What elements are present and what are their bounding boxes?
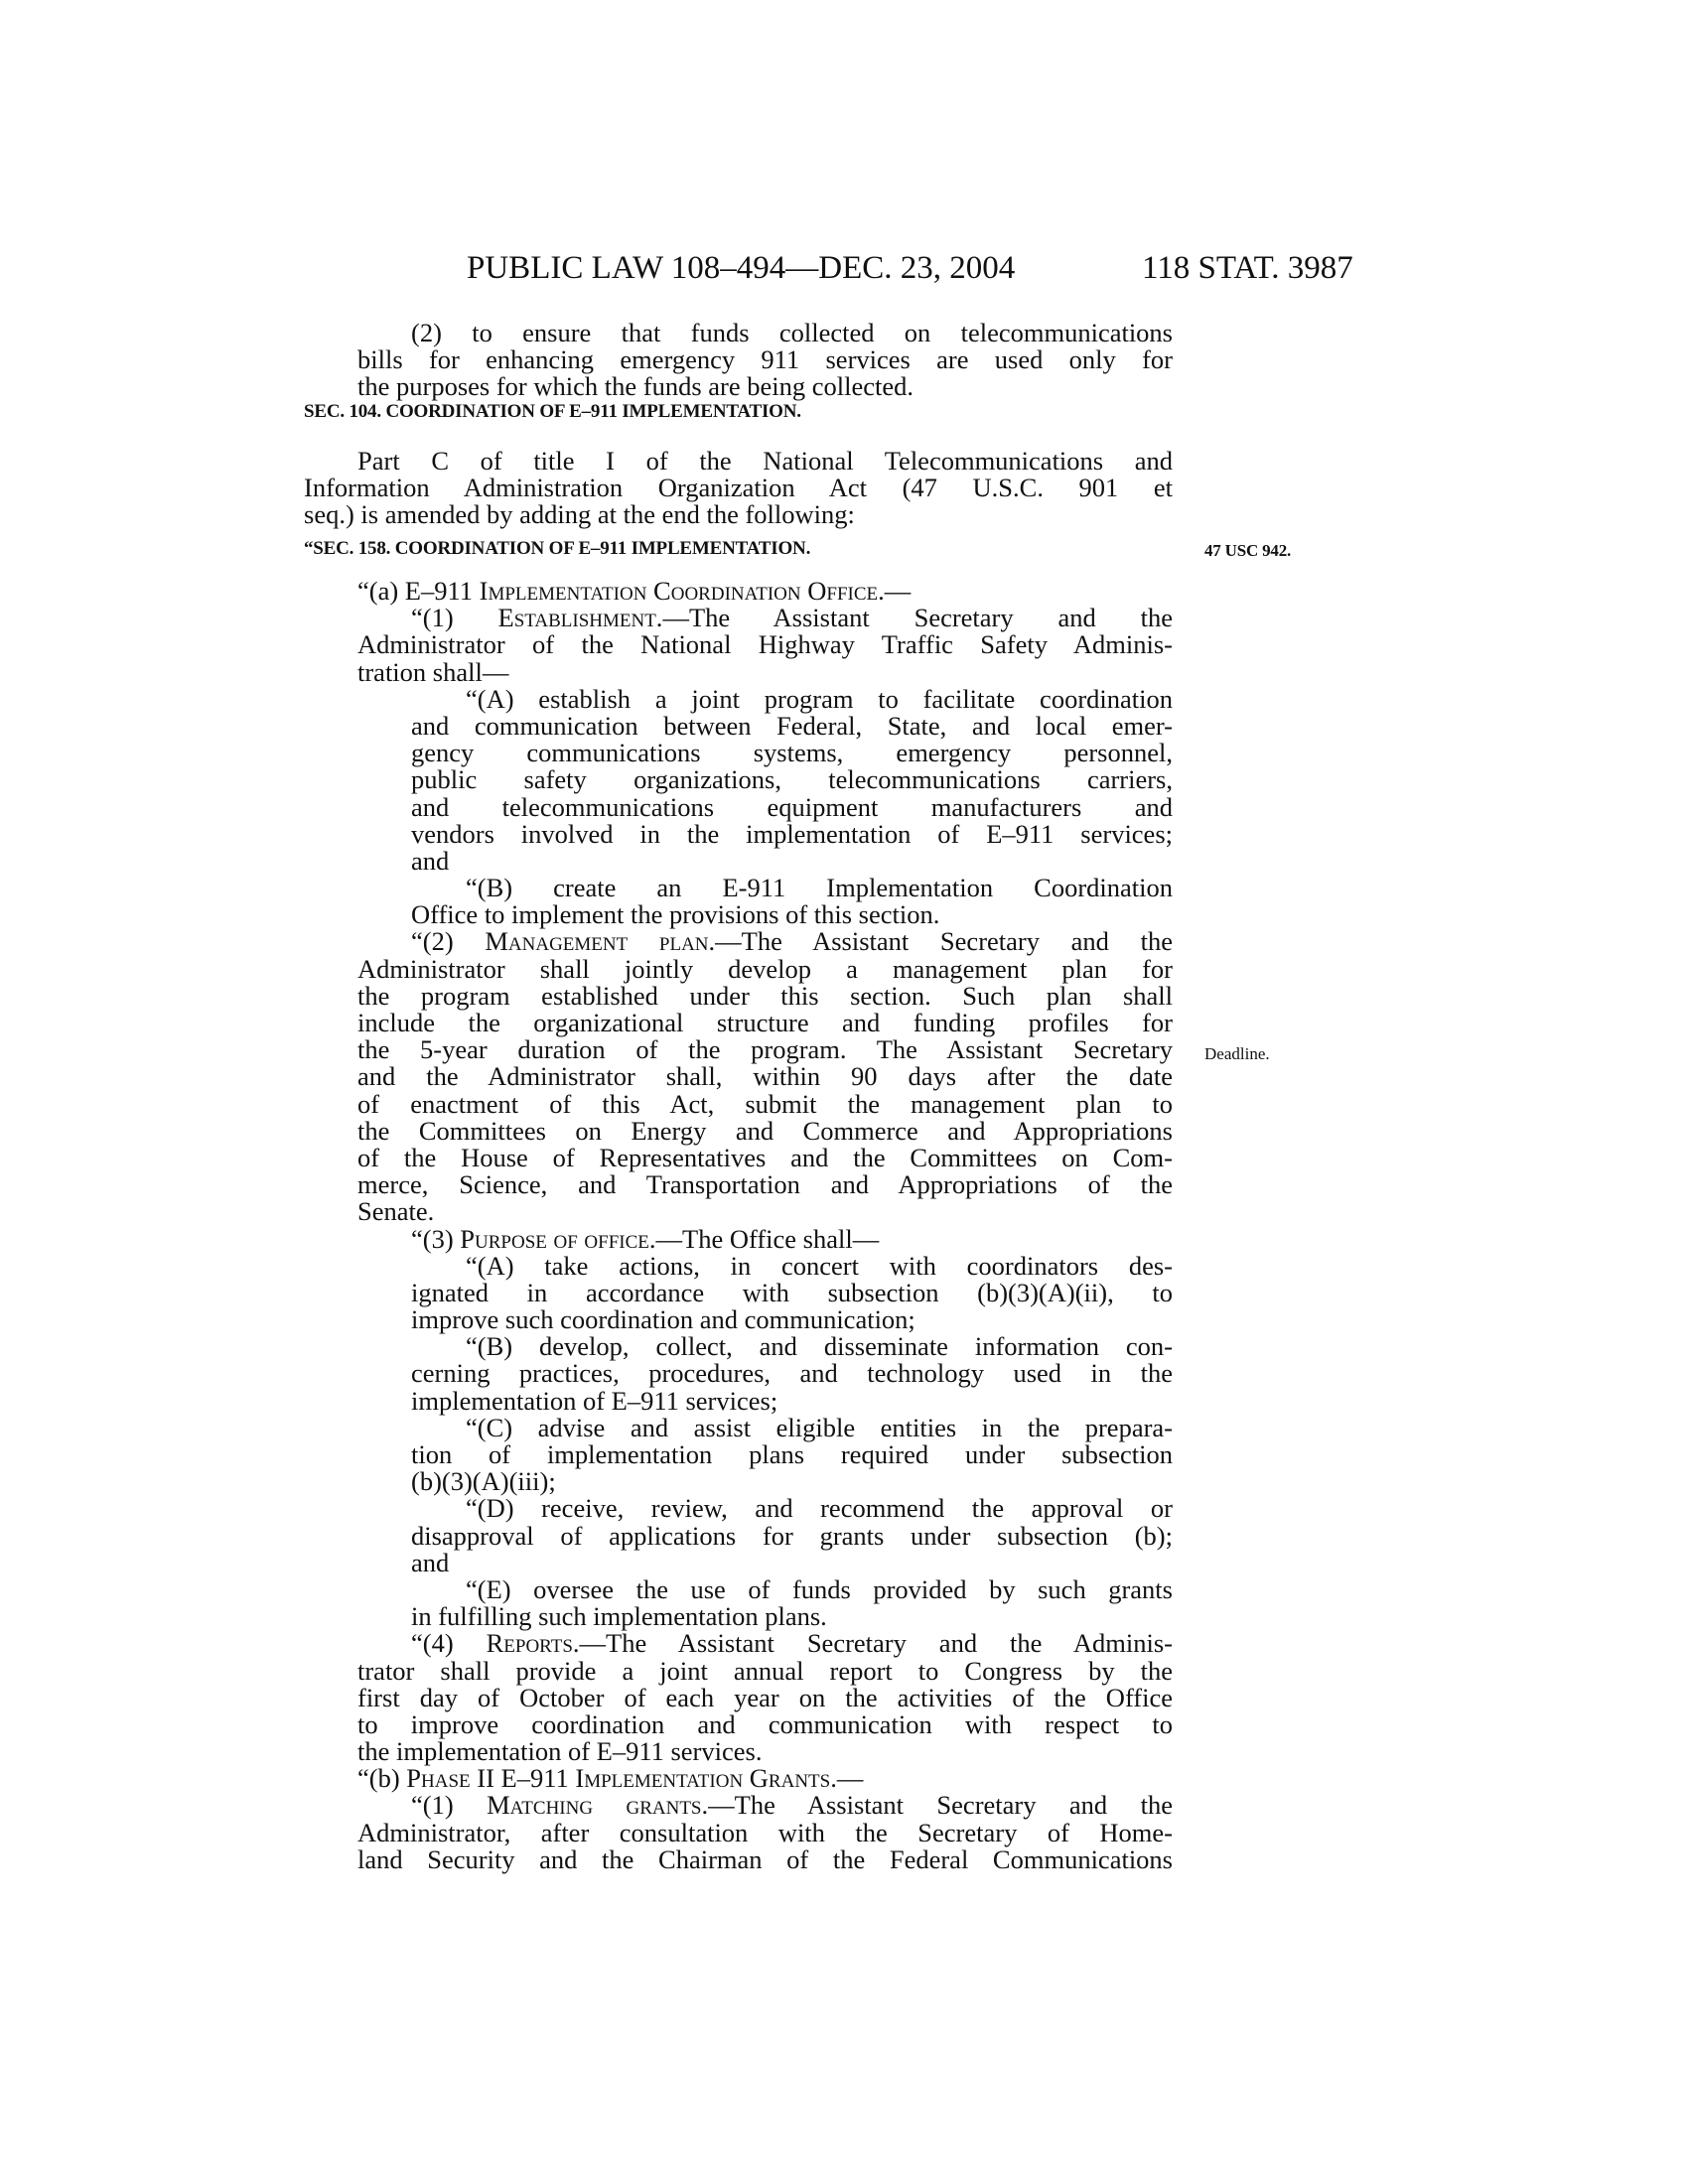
text-line	[304, 1063, 1173, 1090]
text-line	[304, 740, 1173, 766]
text-line	[304, 845, 1173, 876]
text-line	[304, 1738, 1173, 1765]
text-line	[304, 1630, 1173, 1657]
line-text: “(E) oversee the use of funds provided by such grants	[466, 1573, 1173, 1604]
page-number: 118 STAT. 3987	[1142, 250, 1353, 286]
line-text: Information Administration Organization Act (47 U.S.C. 901 et	[304, 473, 1173, 503]
paragraph-2-ensure-funds	[304, 320, 1173, 401]
text-line	[304, 1792, 1173, 1819]
text-line	[304, 1603, 1173, 1630]
text-line	[304, 1360, 1173, 1387]
section-heading-104: SEC. 104. COORDINATION OF E–911 IMPLEMENTATION.	[304, 401, 801, 422]
line-text: to improve coordination and communication with respect to	[357, 1708, 1173, 1739]
text-line	[304, 1385, 1173, 1416]
text-line	[304, 901, 1173, 928]
text-line	[304, 1573, 1173, 1604]
line-text: —The Office shall—	[655, 1223, 880, 1254]
paragraph-number: “(3)	[411, 1223, 461, 1254]
line-text: tion of implementation plans required under subsection	[411, 1439, 1173, 1469]
text-line	[304, 1817, 1173, 1847]
line-text: cerning practices, procedures, and technology used in the	[411, 1358, 1173, 1389]
margin-note-usc: 47 USC 942.	[1204, 541, 1292, 560]
paragraph-heading: Establishment.	[497, 603, 663, 633]
text-line	[304, 1333, 1173, 1360]
running-header-title: PUBLIC LAW 108–494—DEC. 23, 2004	[467, 250, 1016, 286]
paragraph-number: “(a) E–911	[357, 576, 480, 606]
line-text: seq.) is amended by adding at the end the following:	[304, 499, 855, 530]
paragraph-number: “(1)	[411, 603, 498, 633]
line-text: (b)(3)(A)(iii);	[411, 1466, 556, 1497]
paragraph-number: “(b)	[357, 1763, 407, 1794]
paragraph-number: “(4)	[411, 1628, 487, 1659]
line-text: Senate.	[357, 1196, 435, 1227]
line-text: disapproval of applications for grants under subsection (b);	[411, 1520, 1173, 1551]
text-line	[304, 766, 1173, 793]
text-line	[304, 1441, 1173, 1468]
line-text: of the House of Representatives and the Committees on Com-	[357, 1142, 1173, 1172]
line-text: public safety organizations, telecommunications carriers,	[411, 764, 1173, 795]
line-text: include the organizational structure and funding profiles for	[357, 1008, 1173, 1037]
text-line	[304, 1520, 1173, 1551]
line-text: (2) to ensure that funds collected on telecommunications	[411, 318, 1173, 347]
text-line	[304, 928, 1173, 955]
paragraph-part-c-amendment	[304, 448, 1173, 529]
line-text: merce, Science, and Transportation and Appropriations of the	[357, 1169, 1173, 1200]
line-text: “(B) develop, collect, and disseminate information con-	[466, 1331, 1173, 1362]
line-text: —	[836, 1763, 864, 1794]
line-text: ignated in accordance with subsection (b)(3)(A)(ii), to	[411, 1277, 1173, 1307]
text-line	[304, 1198, 1173, 1225]
line-text: in fulfilling such implementation plans.	[411, 1601, 827, 1632]
line-text: vendors involved in the implementation of E–911 services;	[411, 818, 1173, 849]
text-line	[304, 791, 1173, 822]
line-text: “(B) create an E-911 Implementation Coordination	[466, 873, 1173, 903]
text-line	[304, 1412, 1173, 1442]
line-text: the program established under this section. Such plan shall	[357, 980, 1173, 1011]
line-text: —The Assistant Secretary and the Adminis-	[579, 1628, 1173, 1659]
text-line	[304, 373, 1173, 400]
text-line	[304, 1010, 1173, 1036]
text-line	[304, 656, 1173, 687]
text-line	[304, 1468, 1173, 1495]
line-text: tration shall—	[357, 656, 509, 687]
section-heading-158	[304, 538, 1346, 560]
text-line	[304, 683, 1173, 714]
line-text: Office to implement the provisions of this section.	[411, 899, 940, 930]
line-text: gency communications systems, emergency personnel,	[411, 738, 1173, 768]
line-text: the implementation of E–911 services.	[357, 1736, 763, 1767]
line-text: and telecommunications equipment manufacturers and	[411, 791, 1173, 822]
text-line	[304, 1142, 1173, 1172]
line-text: “(A) establish a joint program to facilitate coordination	[466, 683, 1173, 714]
text-line	[304, 1088, 1173, 1119]
line-text: bills for enhancing emergency 911 services are used only for	[357, 344, 1173, 375]
text-line	[304, 1708, 1173, 1739]
text-line	[304, 818, 1173, 849]
line-text: —The Assistant Secretary and the	[715, 926, 1173, 957]
line-text: —The Assistant Secretary and the	[662, 603, 1173, 633]
section-158-title: “SEC. 158. COORDINATION OF E–911 IMPLEMENTATION.	[304, 538, 811, 559]
text-line	[304, 1765, 1173, 1792]
line-text: of enactment of this Act, submit the management plan to	[357, 1088, 1173, 1119]
line-text: and the Administrator shall, within 90 days after the date	[357, 1061, 1173, 1092]
paragraph-heading: Management plan.	[485, 926, 716, 957]
paragraph-heading: Matching grants.	[487, 1790, 709, 1821]
text-line	[304, 1495, 1173, 1522]
line-text: first day of October of each year on the activities of the Office	[357, 1682, 1173, 1712]
line-text: Administrator of the National Highway Traffic Safety Adminis-	[357, 629, 1173, 660]
text-line	[304, 1306, 1173, 1333]
paragraph-number: “(2)	[411, 926, 486, 957]
text-line	[304, 1682, 1173, 1712]
text-line	[304, 1655, 1173, 1686]
text-line	[304, 710, 1173, 741]
text-line	[304, 980, 1173, 1011]
line-text: “(A) take actions, in concert with coordinators des-	[466, 1250, 1173, 1281]
text-line	[304, 875, 1173, 901]
line-text: and	[411, 845, 450, 876]
text-line	[304, 320, 1173, 346]
line-text: and communication between Federal, State, and local emer-	[411, 710, 1173, 741]
text-line	[304, 1034, 1270, 1065]
text-line	[304, 1547, 1173, 1577]
text-line	[304, 1115, 1173, 1146]
text-line	[304, 346, 1173, 373]
text-line	[304, 631, 1173, 658]
text-line	[304, 501, 1173, 528]
section-158-body	[304, 576, 1270, 1874]
text-line	[304, 578, 1173, 605]
text-line	[304, 1171, 1173, 1198]
text-line	[304, 953, 1173, 984]
line-text: “(C) advise and assist eligible entities in the prepara-	[466, 1412, 1173, 1442]
line-text: Administrator, after consultation with the Secretary of Home-	[357, 1817, 1173, 1847]
line-text: the Committees on Energy and Commerce and Appropriations	[357, 1115, 1173, 1146]
line-text: —	[884, 576, 912, 606]
paragraph-heading: Phase II E–911 Implementation Grants.	[406, 1763, 837, 1794]
line-text: improve such coordination and communication;	[411, 1304, 915, 1335]
text-line	[304, 448, 1173, 475]
text-line	[304, 605, 1173, 631]
line-text: —The Assistant Secretary and the	[708, 1790, 1173, 1821]
line-text: land Security and the Chairman of the Federal Communications	[357, 1843, 1173, 1874]
margin-note-deadline: Deadline.	[1204, 1044, 1270, 1064]
line-text: the purposes for which the funds are being collected.	[357, 371, 914, 402]
line-text: Part C of title I of the National Telecommunications and	[357, 446, 1173, 476]
line-text: Administrator shall jointly develop a management plan for	[357, 953, 1173, 984]
paragraph-heading: Purpose of office.	[460, 1223, 656, 1254]
text-line	[304, 1250, 1173, 1281]
line-text: trator shall provide a joint annual report to Congress by the	[357, 1655, 1173, 1686]
paragraph-heading: Reports.	[486, 1628, 580, 1659]
text-line	[304, 1223, 1173, 1254]
line-text: and	[411, 1547, 450, 1577]
line-text: implementation of E–911 services;	[411, 1385, 778, 1416]
line-text: the 5-year duration of the program. The Assistant Secretary	[357, 1034, 1173, 1065]
paragraph-number: “(1)	[411, 1790, 488, 1821]
paragraph-heading: Implementation Coordination Office.	[479, 576, 885, 606]
text-line	[304, 1843, 1173, 1874]
text-line	[304, 475, 1173, 501]
line-text: “(D) receive, review, and recommend the approval or	[466, 1493, 1173, 1524]
text-line	[304, 1277, 1173, 1307]
